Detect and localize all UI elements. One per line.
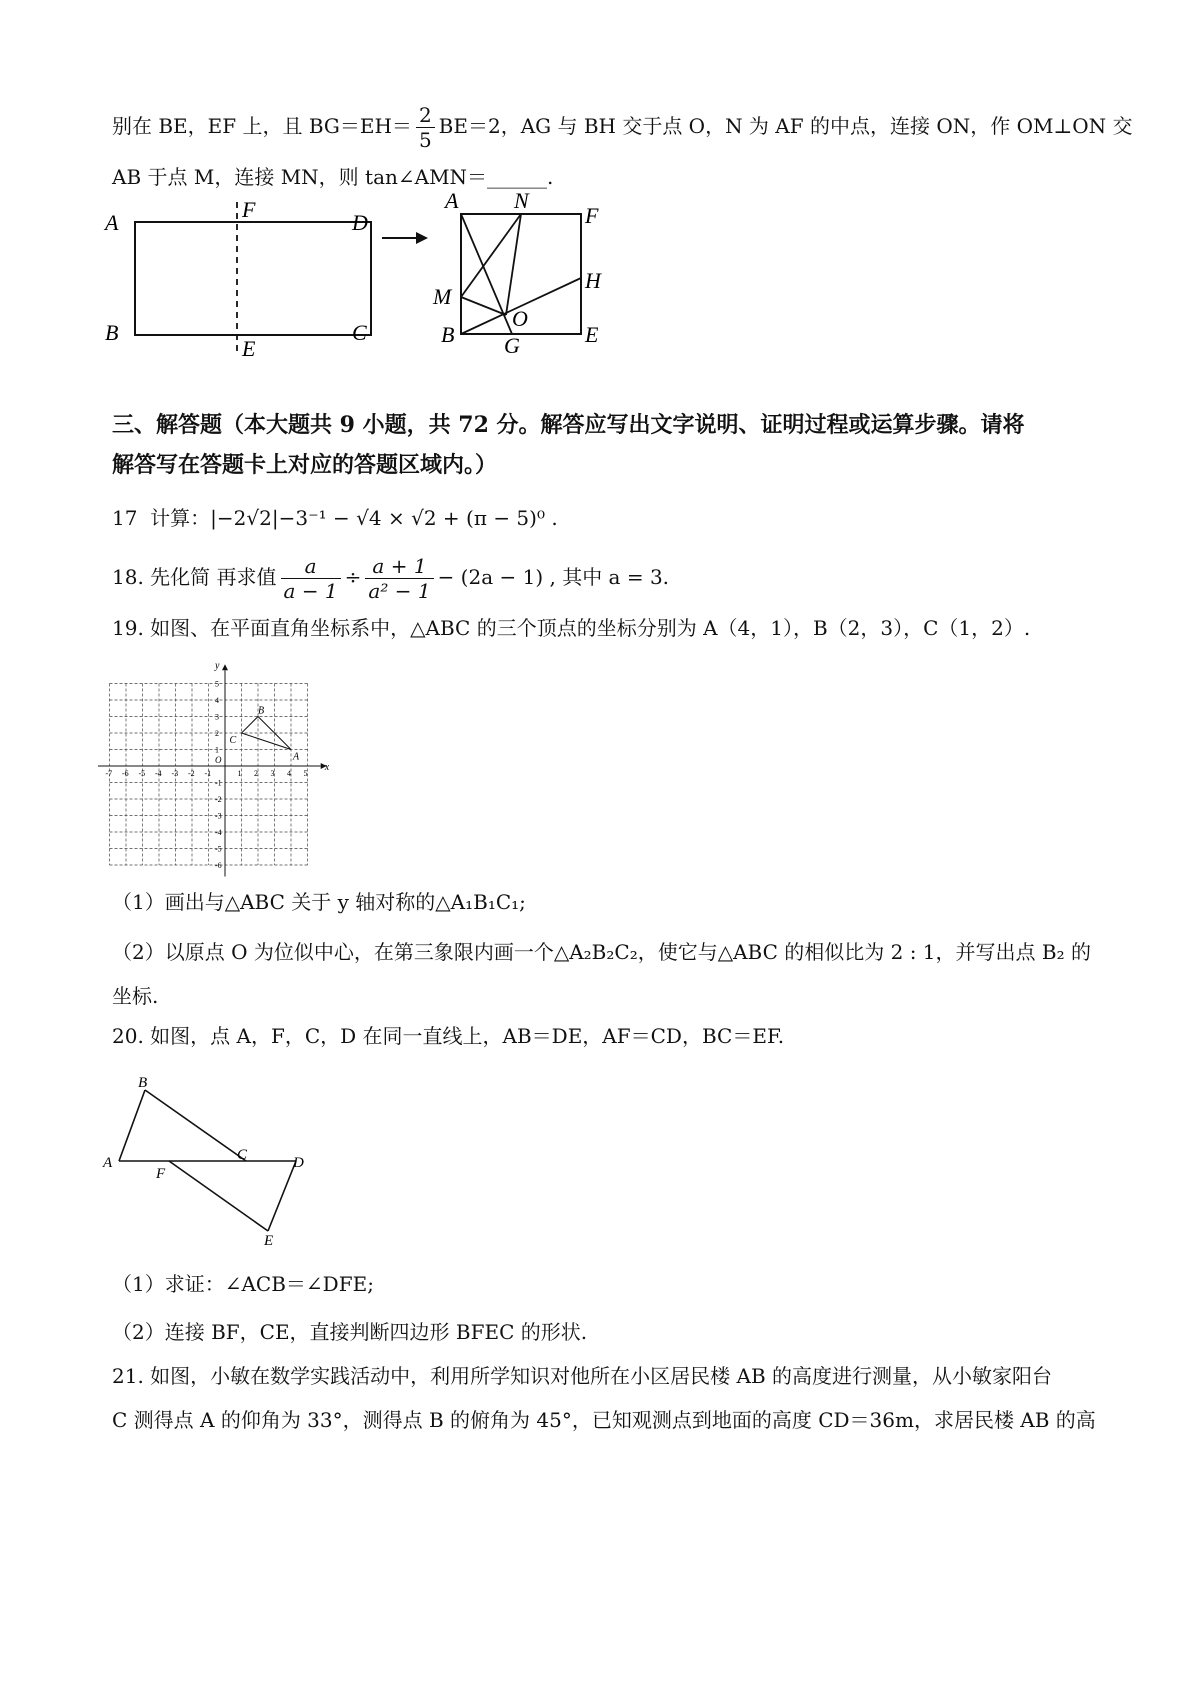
q18-text-a: 先化简 再求值 <box>150 565 277 589</box>
label-A: A <box>105 210 119 235</box>
x-tick-label: 2 <box>254 769 258 778</box>
q16-line1 <box>112 103 1133 152</box>
q20-part1: （1）求证：∠ACB＝∠DFE; <box>112 1272 374 1296</box>
q20-text: 20. 如图，点 A，F，C，D 在同一直线上，AB＝DE，AF＝CD，BC＝EF. <box>112 1024 785 1048</box>
label-H: H <box>585 268 601 293</box>
y-axis-arrow <box>222 664 228 670</box>
q18-fraction-2-den: a² − 1 <box>368 579 431 603</box>
x-tick-label: 4 <box>287 769 291 778</box>
label-M: M <box>433 284 452 309</box>
origin-label: O <box>215 755 222 765</box>
y-tick-label: -4 <box>215 828 222 837</box>
q21-line1: 21. 如图，小敏在数学实践活动中，利用所学知识对他所在小区居民楼 AB 的高度进行测量，从小敏家阳台 <box>112 1364 1053 1388</box>
q19-part2-line2: 坐标. <box>112 984 159 1008</box>
label-C: C <box>352 320 367 345</box>
q16-line1-part-b: BE＝2，AG 与 BH 交于点 O，N 为 AF 的中点，连接 ON，作 OM⊥ON 交 <box>438 114 1133 138</box>
q16-figure-folded <box>432 190 632 370</box>
q17-expression: |−2√2|−3⁻¹ − √4 × √2 + (π − 5)⁰ . <box>210 506 558 530</box>
q16-line1-part-a: 别在 BE，EF 上，且 BG＝EH＝ <box>112 114 412 138</box>
fraction-two-fifths <box>416 103 435 152</box>
q18-fraction-1-num: a <box>281 554 341 579</box>
q17-text: 计算： <box>150 506 211 530</box>
q20-part2: （2）连接 BF，CE，直接判断四边形 BFEC 的形状. <box>112 1320 588 1344</box>
point-label-B: B <box>258 705 265 717</box>
q18-divide: ÷ <box>344 565 362 589</box>
q18 <box>112 554 669 603</box>
label-A: A <box>445 188 459 213</box>
label-F: F <box>585 203 599 228</box>
label-E: E <box>242 336 256 361</box>
x-tick-label: -4 <box>155 769 162 778</box>
y-tick-label: 3 <box>215 712 219 722</box>
label-B: B <box>138 1075 148 1091</box>
y-tick-label: -5 <box>215 844 222 854</box>
q19-text: 19. 如图、在平面直角坐标系中，△ABC 的三个顶点的坐标分别为 A（4，1），B（2，3），C（1，2）. <box>112 616 1031 640</box>
q18-fraction-2-num: a + 1 <box>365 554 433 579</box>
q17 <box>112 504 558 532</box>
label-E: E <box>585 322 599 347</box>
q16-figure-rectangle <box>105 197 405 380</box>
q18-fraction-1 <box>281 554 341 603</box>
y-tick-label: 4 <box>215 696 219 705</box>
label-D: D <box>352 210 368 235</box>
label-B: B <box>105 320 119 345</box>
point-label-C: C <box>229 735 237 746</box>
q19-part1: （1）画出与△ABC 关于 y 轴对称的△A₁B₁C₁; <box>112 890 526 914</box>
section-3-heading-line1: 三、解答题（本大题共 9 小题，共 72 分。解答应写出文字说明、证明过程或运算步骤。请将 <box>112 412 1025 438</box>
x-tick-label: -3 <box>171 769 179 778</box>
x-tick-label: -1 <box>204 769 212 778</box>
x-tick-label: -6 <box>122 769 129 778</box>
y-tick-label: 1 <box>215 745 219 755</box>
section-3-heading-line2: 解答写在答题卡上对应的答题区域内。） <box>112 452 498 478</box>
q19-part2-line1: （2）以原点 O 为位似中心，在第三象限内画一个△A₂B₂C₂，使它与△ABC 的相似比为 2 : 1，并写出点 B₂ 的 <box>112 940 1091 964</box>
label-D: D <box>293 1155 304 1171</box>
x-tick-label: -7 <box>105 769 113 778</box>
point-label-A: A <box>293 751 300 763</box>
q16-line2: AB 于点 M，连接 MN，则 tan∠AMN＝______. <box>112 165 554 189</box>
label-E: E <box>264 1233 274 1249</box>
y-tick-label: 5 <box>215 679 219 689</box>
x-tick-label: 3 <box>270 769 275 778</box>
q19-coordinate-grid <box>105 660 345 870</box>
x-tick-label: -5 <box>138 769 146 778</box>
x-tick-label: -2 <box>188 769 195 778</box>
q18-number: 18. <box>112 565 144 589</box>
x-axis-label: x <box>324 762 330 773</box>
y-tick-label: 2 <box>215 729 219 738</box>
x-tick-label: 5 <box>303 769 308 778</box>
label-G: G <box>504 333 520 358</box>
y-tick-label: -2 <box>215 795 222 804</box>
q17-number: 17 <box>112 506 138 530</box>
y-tick-label: -1 <box>215 778 222 788</box>
label-F: F <box>242 197 256 222</box>
label-O: O <box>512 306 528 331</box>
q21-line2: C 测得点 A 的仰角为 33°，测得点 B 的俯角为 45°，已知观测点到地面的高度 CD＝36m，求居民楼 AB 的高 <box>112 1408 1096 1432</box>
q18-fraction-1-den: a − 1 <box>283 579 338 603</box>
label-C: C <box>237 1147 248 1163</box>
y-tick-label: -3 <box>215 811 222 821</box>
x-tick-label: 1 <box>237 769 242 778</box>
fraction-numerator: 2 <box>416 103 435 128</box>
section-3-heading <box>112 405 1102 485</box>
label-F: F <box>156 1166 166 1182</box>
q18-fraction-2 <box>365 554 433 603</box>
q20-figure <box>100 1070 340 1250</box>
label-A: A <box>103 1155 113 1171</box>
label-B: B <box>441 322 455 347</box>
fraction-denominator: 5 <box>418 128 432 152</box>
y-tick-label: -6 <box>215 861 222 870</box>
label-N: N <box>514 188 529 213</box>
y-axis-label: y <box>215 660 220 672</box>
q18-text-b: − (2a − 1) , 其中 a = 3. <box>437 565 670 589</box>
